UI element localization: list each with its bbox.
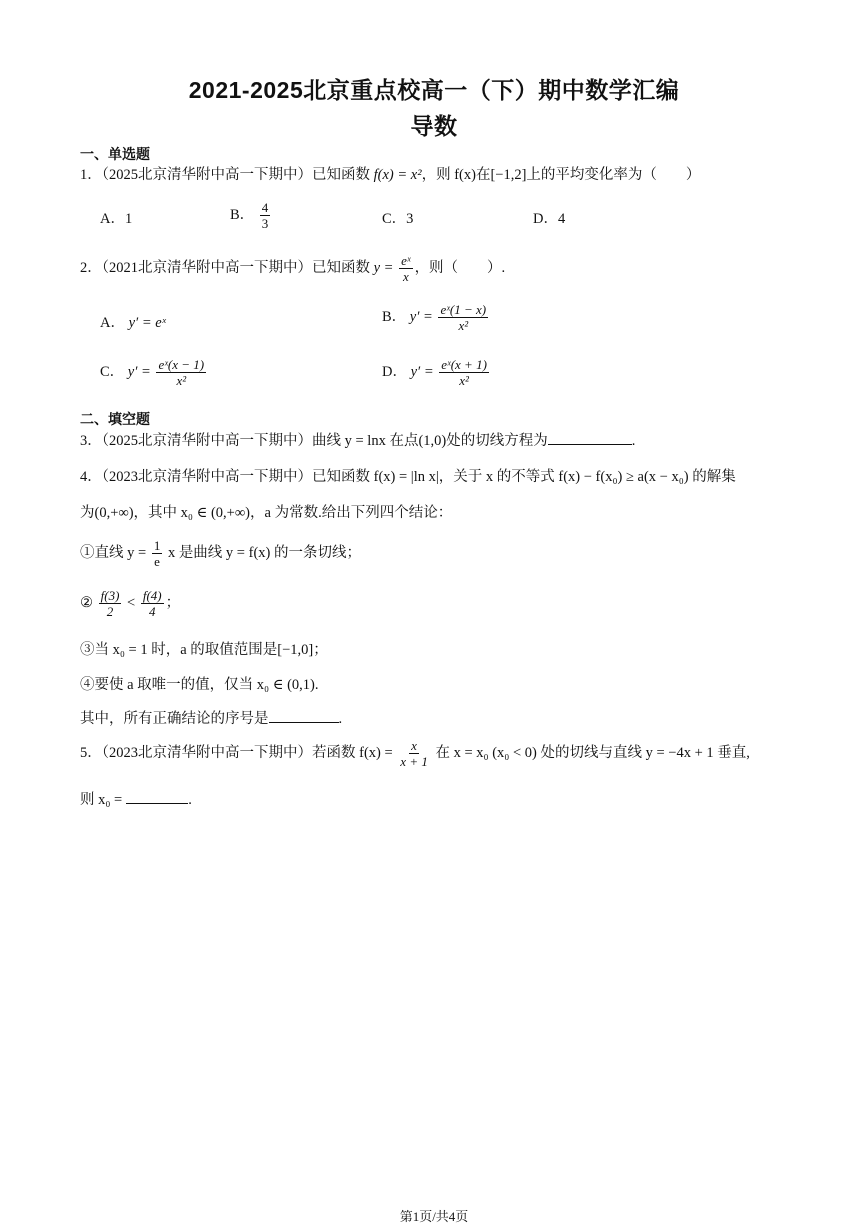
q1-option-b <box>230 200 272 231</box>
q2-prefix: 2．（2021北京清华附中高一下期中）已知函数 <box>80 259 370 276</box>
q4-conclusion-4: ④要使 a 取唯一的值，仅当 x₀ ∈ (0,1). <box>80 677 319 693</box>
fraction-denominator: x <box>402 269 409 284</box>
fraction-numerator: eˣ(x − 1) <box>158 357 205 372</box>
q4-ask <box>80 708 342 729</box>
question-4-line-1: 4．（2023北京清华附中高一下期中）已知函数 f(x) = |ln x|，关于 x 的不等式 f(x) − f(x₀) ≥ a(x − x₀) 的解集 <box>80 469 736 485</box>
question-5-line-2 <box>80 789 192 810</box>
q4-ask-text: 其中，所有正确结论的序号是 <box>80 711 269 727</box>
q5-post: 在 x = x₀ (x₀ < 0) 处的切线与直线 y = −4x + 1 垂直, <box>435 744 750 761</box>
q2-fraction <box>399 253 412 284</box>
q5-fraction <box>398 738 430 769</box>
q2-option-a-expr: y′ = eˣ <box>128 315 166 331</box>
fraction-numerator: 4 <box>261 200 269 215</box>
q4-c1-fraction <box>152 538 163 569</box>
q1-function-def: f(x) = x² <box>373 167 422 183</box>
q5-line2: 则 x₀ = <box>80 792 123 808</box>
fraction-numerator: f(3) <box>100 588 120 603</box>
section-single-choice: 一、单选题 <box>80 146 150 162</box>
q1-interval-text: f(x)在[−1,2]上的平均变化率为（ ） <box>454 167 701 183</box>
q1-option-d: D．4 <box>533 211 566 227</box>
fraction-numerator: eˣ(x + 1) <box>441 357 487 372</box>
fraction-denominator: 2 <box>106 604 114 619</box>
q2-option-d <box>382 357 491 388</box>
q1-option-b-fraction <box>260 200 271 231</box>
q1-prefix: 1．（2025北京清华附中高一下期中）已知函数 <box>80 167 370 183</box>
fraction-denominator: x² <box>459 373 469 388</box>
q3-answer-blank[interactable] <box>548 430 632 445</box>
page-title: 2021-2025北京重点校高一（下）期中数学汇编 <box>188 77 680 103</box>
q2-option-c-fraction <box>156 357 206 388</box>
q4-conclusion-2 <box>80 588 180 619</box>
fraction-numerator: eˣ <box>401 253 411 268</box>
q2-y-eq: y = <box>373 259 394 276</box>
q5-pre: 5．（2023北京清华附中高一下期中）若函数 f(x) = <box>80 744 393 761</box>
q4-conclusion-1 <box>80 538 361 569</box>
q2-option-a <box>100 313 166 333</box>
q4-c1-pre: ①直线 y = <box>80 544 147 561</box>
q2-option-a-label: A． <box>100 315 125 331</box>
page-subtitle: 导数 <box>410 113 458 139</box>
q4-c2-pre: ② <box>80 594 93 611</box>
q4-c2-less-than: < <box>127 594 136 611</box>
q4-conclusion-3: ③当 x₀ = 1 时，a 的取值范围是[−1,0]； <box>80 642 328 658</box>
q4-c2-fraction-right <box>141 588 164 619</box>
page-footer: 第1页/共4页 <box>399 1209 469 1224</box>
fraction-denominator: x² <box>458 318 469 333</box>
q5-answer-blank[interactable] <box>126 789 188 804</box>
section-fill-in: 二、填空题 <box>80 411 150 427</box>
q1-option-a: A．1 <box>100 211 133 227</box>
fraction-denominator: 3 <box>261 216 269 231</box>
question-1 <box>80 165 700 185</box>
question-2 <box>80 253 505 284</box>
q5-end: . <box>188 792 192 808</box>
q4-c2-post: ； <box>165 594 181 611</box>
fraction-denominator: e <box>154 554 160 569</box>
question-5 <box>80 738 750 769</box>
q2-option-d-fraction <box>439 357 489 388</box>
q1-middle: ，则 <box>421 167 451 183</box>
q2-option-b <box>382 302 490 333</box>
q2-option-b-label: B． <box>382 308 407 325</box>
fraction-numerator: f(4) <box>142 588 162 603</box>
fraction-numerator: x <box>411 738 417 753</box>
q2-option-c-label: C． <box>100 363 125 380</box>
q2-option-c-lhs: y′ = <box>127 363 151 380</box>
fraction-denominator: x² <box>176 373 187 388</box>
q2-option-d-label: D． <box>382 363 407 380</box>
q1-option-b-label: B． <box>230 206 255 223</box>
q4-answer-blank[interactable] <box>269 708 339 723</box>
q2-option-c <box>100 357 208 388</box>
fraction-denominator: x + 1 <box>400 754 428 769</box>
q2-suffix: ，则（ ）. <box>414 259 506 276</box>
q3-text: 3．（2025北京清华附中高一下期中）曲线 y = lnx 在点(1,0)处的切线方程为 <box>80 433 548 449</box>
fraction-numerator: 1 <box>153 538 161 553</box>
q2-option-b-lhs: y′ = <box>409 308 433 325</box>
q1-option-c: C．3 <box>382 211 414 227</box>
fraction-denominator: 4 <box>148 604 156 619</box>
question-3 <box>80 430 635 451</box>
q4-ask-end: . <box>338 711 343 727</box>
fraction-numerator: eˣ(1 − x) <box>440 302 487 317</box>
q2-option-b-fraction <box>438 302 488 333</box>
q4-c2-fraction-left <box>99 588 122 619</box>
q2-option-d-lhs: y′ = <box>410 363 434 380</box>
q4-c1-post: x 是曲线 y = f(x) 的一条切线； <box>167 544 361 561</box>
q3-end: . <box>631 433 636 449</box>
question-4-line-2: 为(0,+∞)，其中 x₀ ∈ (0,+∞)，a 为常数.给出下列四个结论： <box>80 505 453 521</box>
